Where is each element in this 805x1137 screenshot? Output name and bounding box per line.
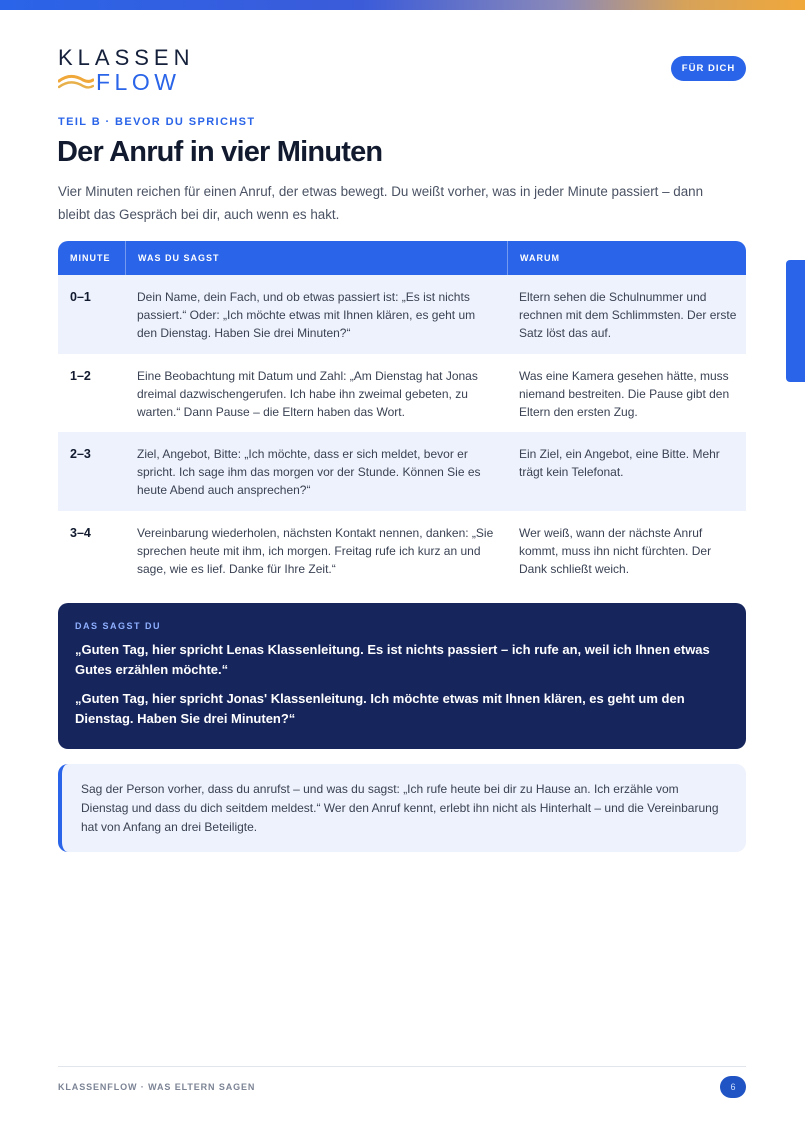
quote-line: „Guten Tag, hier spricht Jonas' Klassenleitung. Ich möchte etwas mit Ihnen klären, es geht um den Dienstag. Haben Sie drei Minuten?“ [75,691,685,726]
script-quote-box [58,603,746,749]
tip-note-text: Sag der Person vorher, dass du anrufst – und was du sagst: „Ich rufe heute bei dir zu Hause an. Ich erzähle vom Dienstag und dass du dich seitdem meldest.“ Wer den Anruf kennt, erlebt ihn nicht als Hinterhalt – und die Vereinbarung hat von Anfang an drei Beteiligte. [81,782,719,834]
cell-why: Ein Ziel, ein Angebot, eine Bitte. Mehr trägt kein Telefonat. [519,447,720,479]
quote-box-label: DAS SAGST DU [75,621,162,631]
cell-say: Dein Name, dein Fach, und ob etwas passiert ist: „Es ist nichts passiert.“ Oder: „Ich möchte etwas mit Ihnen klären, es geht um den Dienstag. Haben Sie drei Minuten?“ [137,290,476,340]
table-row [58,275,746,354]
column-header-say: WAS DU SAGST [125,241,507,275]
cell-say: Eine Beobachtung mit Datum und Zahl: „Am Dienstag hat Jonas dreimal dazwischengerufen. Ich habe ihn zweimal gebeten, zu warten.“ Dann Pause – die Eltern haben das Wort. [137,368,478,419]
cell-minute: 3–4 [70,525,91,540]
section-eyebrow: TEIL B · BEVOR DU SPRICHST [58,116,256,128]
column-header-why: WARUM [507,241,746,275]
klassenflow-logo [58,46,198,96]
intro-paragraph: Vier Minuten reichen für einen Anruf, der etwas bewegt. Du weißt vorher, was in jeder Minute passiert – dann bleibt das Gespräch bei dir, auch wenn es hakt. [58,184,704,222]
table-row [58,432,746,511]
footer-divider [58,1066,746,1067]
cell-why: Was eine Kamera gesehen hätte, muss niemand bestreiten. Die Pause gibt den Eltern den ersten Zug. [519,368,730,419]
table-header-row [58,241,746,275]
top-gradient-bar [0,0,805,10]
column-header-minute: MINUTE [70,253,111,263]
table-row [58,511,746,590]
tip-note-box [58,764,746,852]
call-plan-table [58,241,746,589]
table-row [58,354,746,433]
cell-why: Wer weiß, wann der nächste Anruf kommt, muss ihn nicht fürchten. Der Dank schließt weich. [519,525,712,576]
cell-say: Vereinbarung wiederholen, nächsten Kontakt nennen, danken: „Sie sprechen heute mit ihm, ich morgen. Freitag rufe ich kurz an und sage, wie es lief. Danke für Ihre Zeit.“ [137,525,494,576]
page-number-badge: 6 [720,1076,746,1098]
page-title: Der Anruf in vier Minuten [57,136,383,168]
cell-minute: 1–2 [70,368,91,383]
logo-wordmark-top: KLASSEN [58,45,195,70]
logo-swoosh-icon [58,72,94,94]
footer-label: KLASSENFLOW · WAS ELTERN SAGEN [58,1082,256,1092]
cell-minute: 0–1 [70,290,91,304]
audience-badge: FÜR DICH [671,56,746,81]
logo-wordmark-bottom: FLOW [96,69,181,95]
side-tab-marker [786,260,805,382]
cell-minute: 2–3 [70,447,91,461]
cell-why: Eltern sehen die Schulnummer und rechnen mit dem Schlimmsten. Der erste Satz löst das auf. [519,290,737,340]
cell-say: Ziel, Angebot, Bitte: „Ich möchte, dass er sich meldet, bevor er spricht. Ich sage ihm das morgen vor der Stunde. Können Sie es heute Abend auch ansprechen?“ [137,447,481,497]
quote-line: „Guten Tag, hier spricht Lenas Klassenleitung. Es ist nichts passiert – ich rufe an, weil ich Ihnen etwas Gutes erzählen möchte.“ [75,642,710,677]
